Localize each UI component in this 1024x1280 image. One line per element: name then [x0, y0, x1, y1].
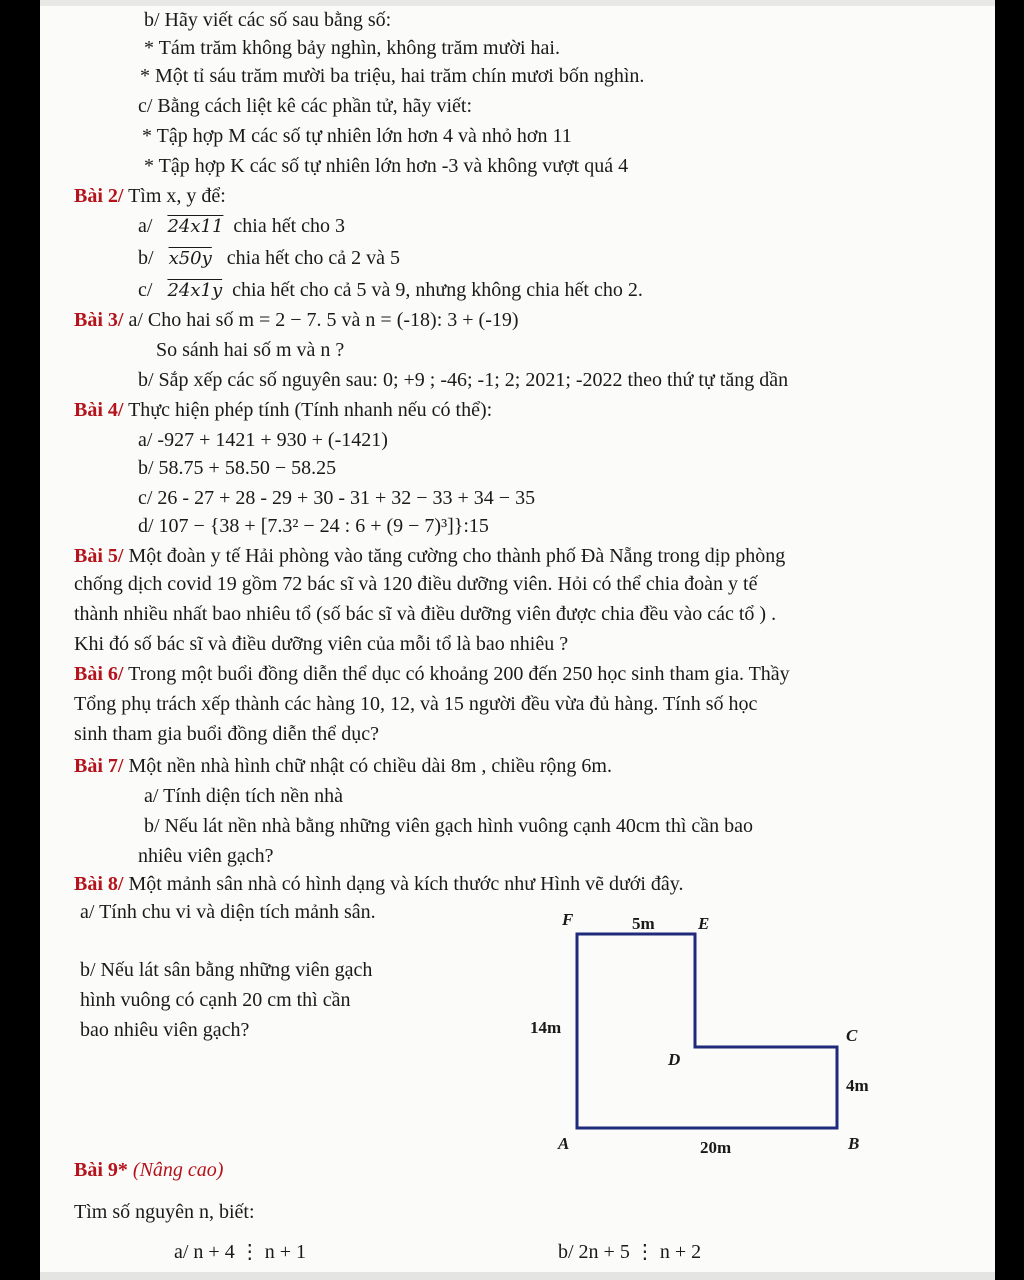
b2-b-prefix: b/	[138, 247, 154, 269]
b2-b-text: chia hết cho cả 2 và 5	[226, 247, 401, 269]
b9-heading	[74, 1158, 223, 1182]
b2-c-number: 24x1y	[167, 280, 223, 301]
dim-left-14m: 14m	[530, 1018, 562, 1037]
b6-line-2: Tổng phụ trách xếp thành các hàng 10, 12, và 15 người đều vừa đủ hàng. Tính số học	[74, 693, 758, 715]
vertex-e: E	[698, 914, 710, 933]
b9-b: b/ 2n + 5 ⋮ n + 2	[558, 1241, 702, 1263]
b5-line-4: Khi đó số bác sĩ và điều dưỡng viên của mỗi tổ là bao nhiêu ?	[74, 633, 569, 655]
b4-b: b/ 58.75 + 58.50 − 58.25	[138, 457, 337, 479]
b5-line-2: chống dịch covid 19 gồm 72 bác sĩ và 120 điều dưỡng viên. Hỏi có thể chia đoàn y tế	[74, 573, 758, 595]
b7-b1: b/ Nếu lát nền nhà bằng những viên gạch hình vuông cạnh 40cm thì cần bao	[144, 815, 754, 837]
b8-text: Một mảnh sân nhà có hình dạng và kích thước như Hình vẽ dưới đây.	[128, 873, 684, 895]
b7-a: a/ Tính diện tích nền nhà	[144, 785, 344, 807]
b3-label: Bài 3/	[74, 309, 124, 331]
b3-a-text: a/ Cho hai số m = 2 − 7. 5 và n = (-18): 3 + (-19)	[128, 309, 519, 331]
b2-c-prefix: c/	[138, 279, 153, 301]
b2-b-number: x50y	[168, 248, 212, 269]
b9-a: a/ n + 4 ⋮ n + 1	[174, 1241, 306, 1263]
b2-a-number: 24x11	[167, 216, 224, 237]
b4-a: a/ -927 + 1421 + 930 + (-1421)	[138, 429, 388, 451]
b7-b2: nhiêu viên gạch?	[138, 845, 274, 867]
b7-label: Bài 7/	[74, 755, 124, 777]
b8-a: a/ Tính chu vi và diện tích mảnh sân.	[80, 901, 376, 923]
b1-c-item-2: * Tập hợp K các số tự nhiên lớn hơn -3 và không vượt quá 4	[144, 155, 629, 177]
b1-b-intro: b/ Hãy viết các số sau bằng số:	[144, 9, 392, 31]
bottom-scan-edge	[40, 1272, 995, 1280]
b6-label: Bài 6/	[74, 663, 124, 685]
b3-b: b/ Sắp xếp các số nguyên sau: 0; +9 ; -46; -1; 2; 2021; -2022 theo thứ tự tăng dần	[138, 369, 789, 391]
b5-l1: Một đoàn y tế Hải phòng vào tăng cường cho thành phố Đà Nẵng trong dịp phòng	[128, 545, 786, 567]
b8-label: Bài 8/	[74, 873, 124, 895]
b3-a2: So sánh hai số m và n ?	[156, 339, 345, 361]
dim-top-5m: 5m	[632, 914, 655, 933]
b2-label: Bài 2/	[74, 185, 124, 207]
b1-c-item-1: * Tập hợp M các số tự nhiên lớn hơn 4 và nhỏ hơn 11	[142, 125, 572, 147]
b6-line-3: sinh tham gia buổi đồng diễn thể dục?	[74, 723, 379, 745]
b5-line-3: thành nhiều nhất bao nhiêu tổ (số bác sĩ và điều dưỡng viên được chia đều vào các tổ ) .	[74, 603, 777, 625]
b9-label: Bài 9*	[74, 1159, 128, 1181]
vertex-f: F	[562, 910, 574, 929]
vertex-b: B	[848, 1134, 860, 1153]
b4-label: Bài 4/	[74, 399, 124, 421]
b4-d: d/ 107 − {38 + [7.3² − 24 : 6 + (9 − 7)³]}:15	[138, 515, 489, 537]
b8-b3: bao nhiêu viên gạch?	[80, 1019, 250, 1041]
b4-c: c/ 26 - 27 + 28 - 29 + 30 - 31 + 32 − 33 + 34 − 35	[138, 487, 536, 509]
dim-right-4m: 4m	[846, 1076, 869, 1095]
lshape-outline	[577, 934, 837, 1128]
b2-a-prefix: a/	[138, 215, 153, 237]
b7-text: Một nền nhà hình chữ nhật có chiều dài 8m , chiều rộng 6m.	[128, 755, 612, 777]
b2-a-text: chia hết cho 3	[233, 215, 346, 237]
b9-sub: (Nâng cao)	[132, 1159, 224, 1181]
b1-b-item-2: * Một tỉ sáu trăm mười ba triệu, hai trăm chín mươi bốn nghìn.	[140, 65, 645, 87]
vertex-d: D	[668, 1050, 681, 1069]
b2-text: Tìm x, y để:	[128, 185, 226, 207]
b6-l1: Trong một buổi đồng diễn thể dục có khoảng 200 đến 250 học sinh tham gia. Thầy	[128, 663, 790, 685]
b8-b2: hình vuông có cạnh 20 cm thì cần	[80, 989, 351, 1011]
b8-b1: b/ Nếu lát sân bằng những viên gạch	[80, 959, 373, 981]
b5-label: Bài 5/	[74, 545, 124, 567]
b4-text: Thực hiện phép tính (Tính nhanh nếu có thể):	[128, 399, 493, 421]
vertex-a: A	[558, 1134, 570, 1153]
b9-text: Tìm số nguyên n, biết:	[74, 1201, 255, 1223]
b1-b-item-1: * Tám trăm không bảy nghìn, không trăm mười hai.	[144, 37, 560, 59]
worksheet-page	[40, 0, 995, 1280]
b2-c-text: chia hết cho cả 5 và 9, nhưng không chia hết cho 2.	[232, 279, 643, 301]
b1-c-intro: c/ Bằng cách liệt kê các phần tử, hãy viết:	[138, 95, 473, 117]
vertex-c: C	[846, 1026, 858, 1045]
dim-bottom-20m: 20m	[700, 1138, 732, 1157]
